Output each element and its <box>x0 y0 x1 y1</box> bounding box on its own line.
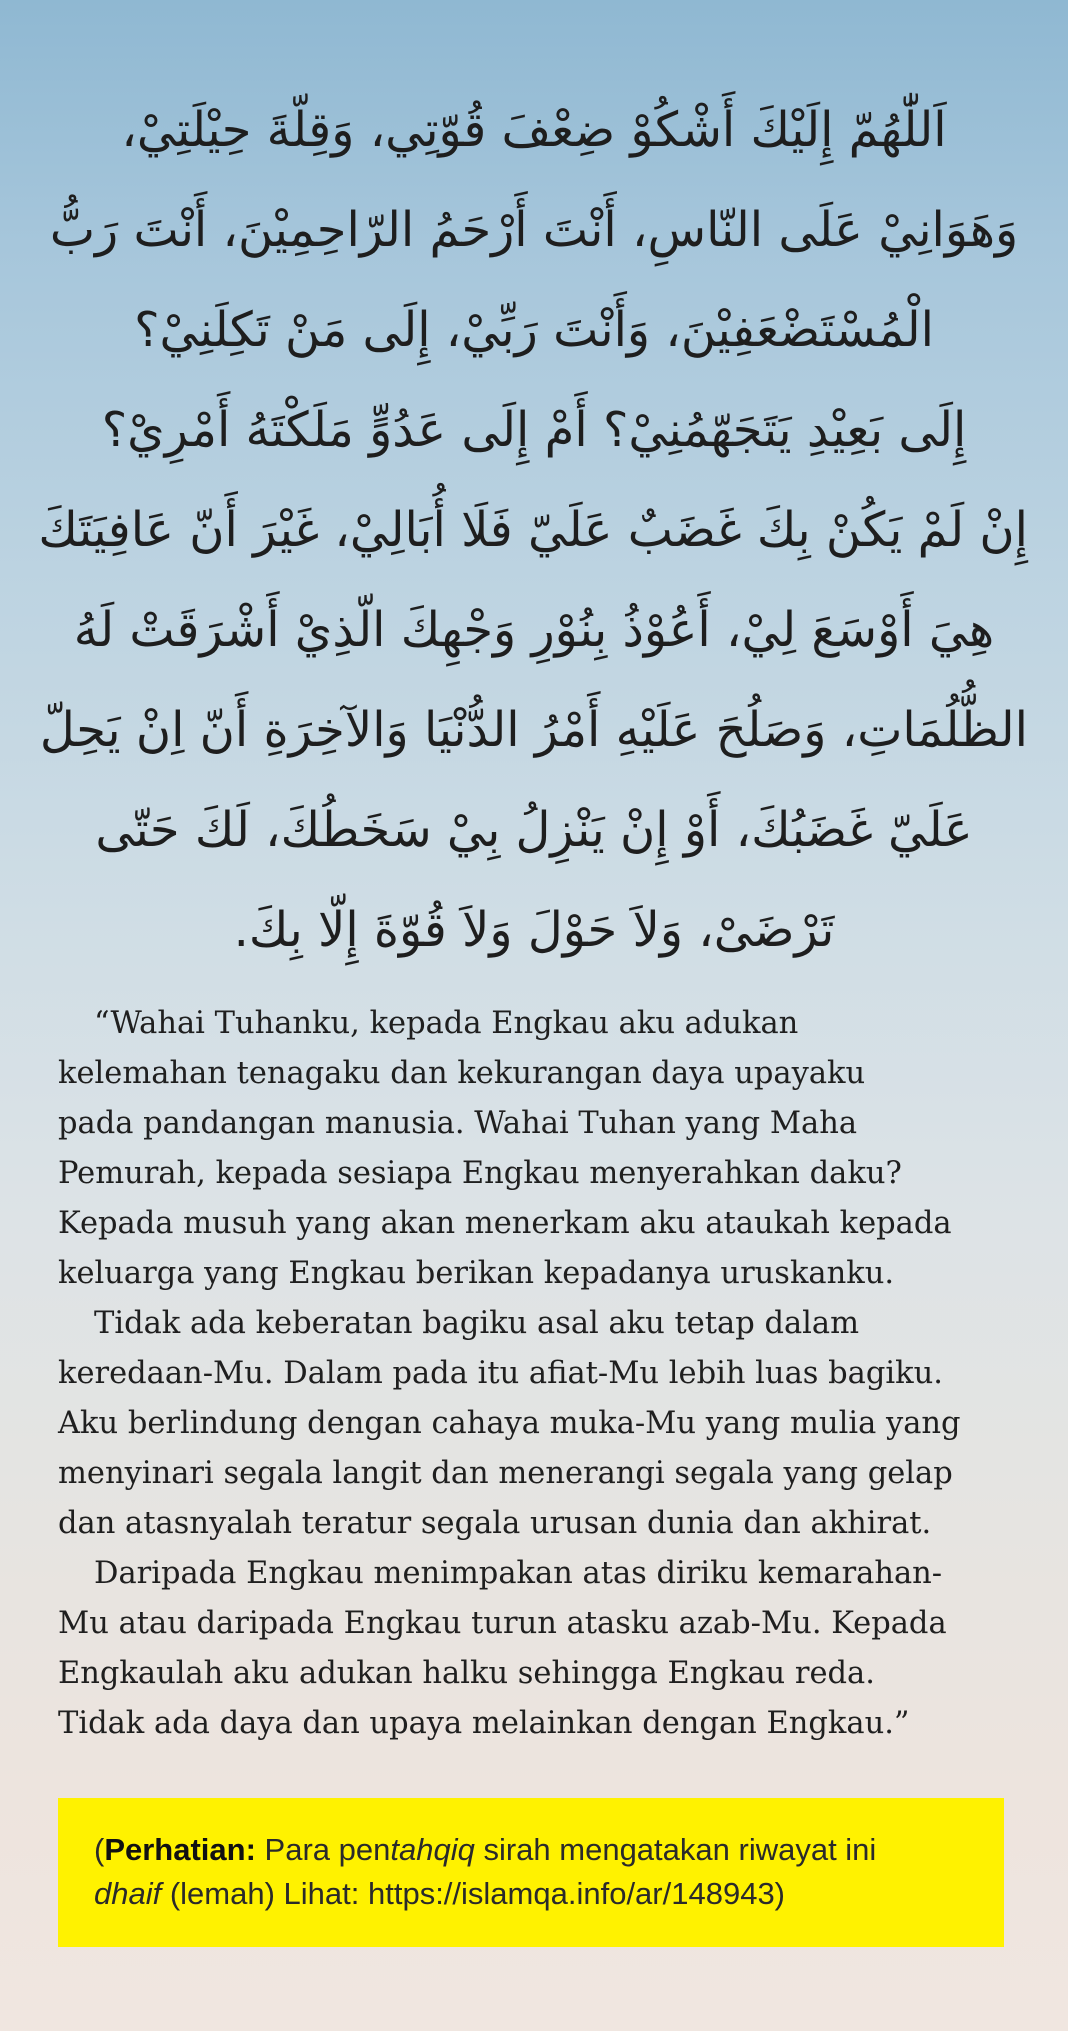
arabic-line: وَهَوَانِيْ عَلَى النّاسِ، أَنْتَ أَرْحَمُ الرّاحِمِيْنَ، أَنْتَ رَبُّ <box>49 202 1019 258</box>
translation-line: Aku berlindung dengan cahaya muka-Mu yang mulia yang <box>58 1406 961 1441</box>
translation-line: menyinari segala langit dan menerangi segala yang gelap <box>58 1456 953 1491</box>
note-term: dhaif <box>94 1876 162 1911</box>
note-text-with-link: (lemah) Lihat: https://islamqa.info/ar/148943) <box>161 1876 786 1911</box>
note-line <box>94 1872 1004 1916</box>
arabic-line: الْمُسْتَضْعَفِيْنَ، وَأَنْتَ رَبِّيْ، إِلَى مَنْ تَكِلَنِيْ؟ <box>134 302 934 358</box>
translation-line: “Wahai Tuhanku, kepada Engkau aku adukan <box>94 1006 799 1041</box>
note-line <box>94 1828 1004 1872</box>
note-label: Perhatian: <box>104 1832 256 1867</box>
translation-line: dan atasnyalah teratur segala urusan dunia dan akhirat. <box>58 1506 932 1541</box>
translation-line: Tidak ada keberatan bagiku asal aku tetap dalam <box>94 1306 860 1341</box>
translation-line: keluarga yang Engkau berikan kepadanya uruskanku. <box>58 1256 895 1291</box>
arabic-line: تَرْضَىْ، وَلاَ حَوْلَ وَلاَ قُوّةَ إِلّا بِكَ. <box>233 902 835 958</box>
translation-line: pada pandangan manusia. Wahai Tuhan yang Maha <box>58 1106 858 1141</box>
note-text: Para pen <box>255 1832 391 1867</box>
translation-line: kelemahan tenagaku dan kekurangan daya upayaku <box>58 1056 866 1091</box>
translation-line: keredaan-Mu. Dalam pada itu afiat-Mu lebih luas bagiku. <box>58 1356 943 1391</box>
arabic-line: إِلَى بَعِيْدِ يَتَجَهّمُنِيْ؟ أَمْ إِلَى عَدُوٍّ مَلَكْتَهُ أَمْرِيْ؟ <box>101 402 967 458</box>
arabic-line: الظُّلُمَاتِ، وَصَلُحَ عَلَيْهِ أَمْرُ الدُّنْيَا وَالآخِرَةِ أَنّ اِنْ يَحِلّ <box>39 702 1028 758</box>
translation-line: Engkaulah aku adukan halku sehingga Engkau reda. <box>58 1656 875 1691</box>
note-open-paren: ( <box>94 1832 105 1867</box>
note-text: sirah mengatakan riwayat ini <box>474 1832 877 1867</box>
translation-line: Pemurah, kepada sesiapa Engkau menyerahkan daku? <box>58 1156 902 1191</box>
arabic-line: اَللّٰهُمّ إِلَيْكَ أَشْكُوْ ضِعْفَ قُوّتِي، وَقِلّةَ حِيْلَتِيْ، <box>121 102 947 158</box>
translation-line: Tidak ada daya dan upaya melainkan dengan Engkau.” <box>58 1706 910 1741</box>
translation-line: Mu atau daripada Engkau turun atasku azab-Mu. Kepada <box>58 1606 947 1641</box>
arabic-line: عَلَيّ غَضَبُكَ، أَوْ إِنْ يَنْزِلُ بِيْ سَخَطُكَ، لَكَ حَتّى <box>95 802 973 858</box>
translation-line: Daripada Engkau menimpakan atas diriku kemarahan- <box>94 1556 943 1591</box>
note-box <box>58 1798 1004 1947</box>
arabic-doa <box>40 80 1028 980</box>
translation-line: Kepada musuh yang akan menerkam aku ataukah kepada <box>58 1206 952 1241</box>
arabic-line: إِنْ لَمْ يَكُنْ بِكَ غَضَبٌ عَلَيّ فَلَا أُبَالِيْ، غَيْرَ أَنّ عَافِيَتَكَ <box>38 502 1028 558</box>
arabic-line: هِيَ أَوْسَعَ لِيْ، أَعُوْذُ بِنُوْرِ وَجْهِكَ الّذِيْ أَشْرَقَتْ لَهُ <box>73 602 995 658</box>
note-term: tahqiq <box>390 1832 475 1867</box>
malay-translation <box>58 999 1018 1749</box>
